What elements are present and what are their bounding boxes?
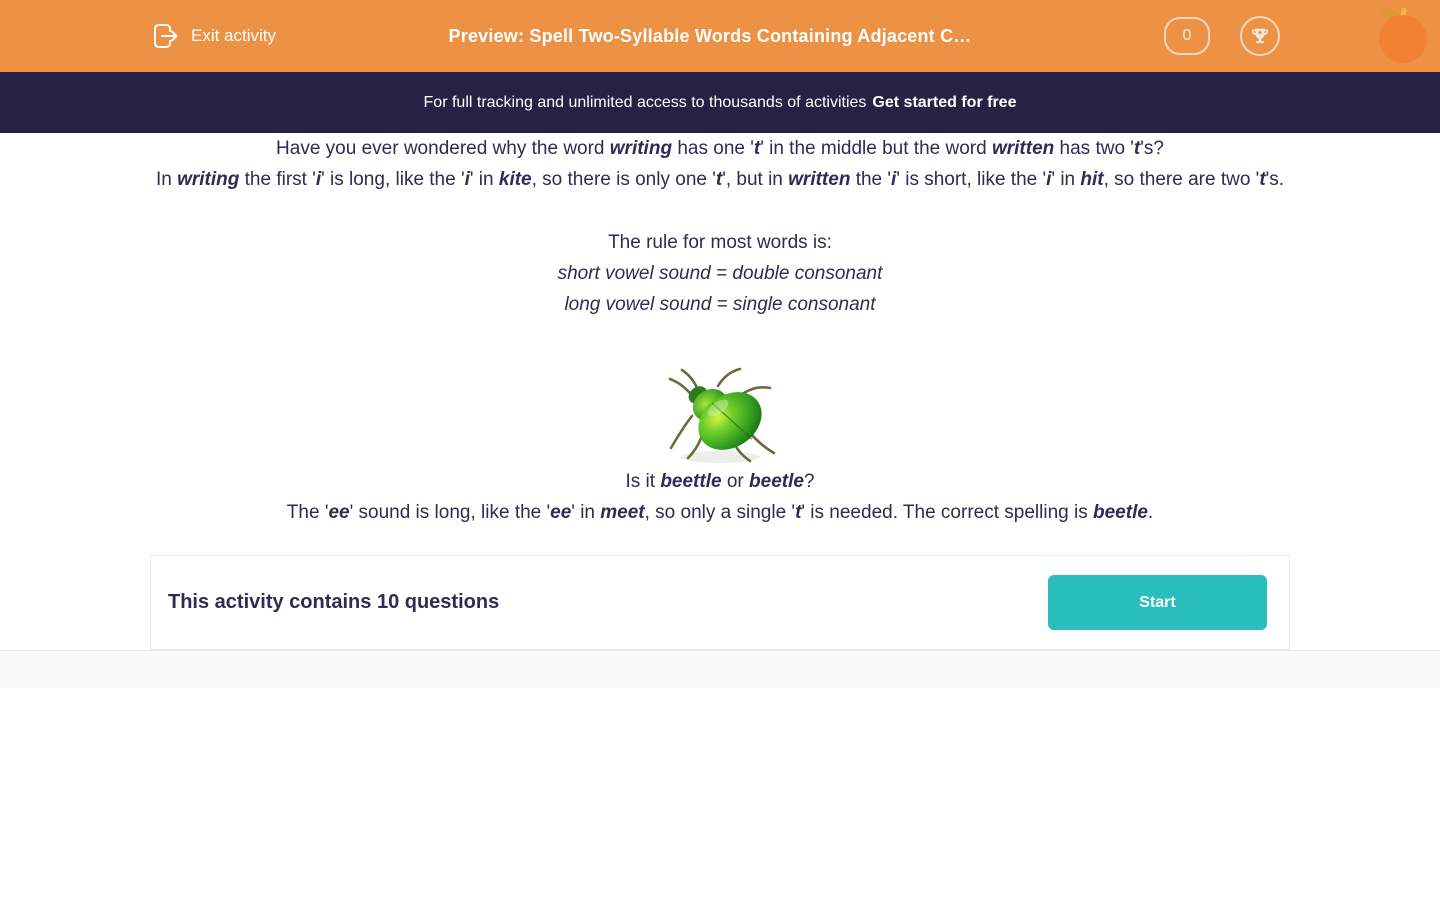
get-started-link[interactable]: Get started for free (872, 93, 1017, 111)
footer-strip (0, 650, 1440, 688)
score-counter-badge[interactable] (1164, 17, 1210, 55)
exit-icon (150, 21, 180, 51)
lesson-answer-paragraph: The 'ee' sound is long, like the 'ee' in meet, so only a single 't' is needed. The correct spelling is beetle. (286, 502, 1154, 523)
signup-banner (0, 72, 1440, 133)
trophy-button[interactable] (1240, 16, 1280, 56)
banner-text: For full tracking and unlimited access to thousands of activities (423, 93, 867, 111)
rule-intro: The rule for most words is: (608, 232, 832, 253)
question-count-label: This activity contains 10 questions (168, 591, 500, 613)
exit-activity-label: Exit activity (191, 26, 277, 45)
trophy-icon (1249, 25, 1271, 47)
start-button[interactable]: Start (1048, 575, 1267, 630)
page-title: Preview: Spell Two-Syllable Words Containing Adjacent C… (448, 25, 972, 46)
activity-summary-card (150, 555, 1290, 650)
lesson-content (150, 133, 1290, 528)
lesson-paragraph-2: In writing the first 'i' is long, like the 'i' in kite, so there is only one 't', but in written the 'i' is short, like the 'i' in hit, so there are two 't's. (155, 169, 1285, 190)
header-widgets (1164, 16, 1280, 56)
spelling-question-line: Is it beettle or beetle? (625, 471, 815, 492)
exit-activity-button[interactable] (150, 21, 276, 51)
score-count: 0 (1182, 27, 1192, 44)
lesson-paragraph-1: Have you ever wondered why the word writing has one 't' in the middle but the word written has two 't's? (276, 138, 1164, 159)
rule-short-vowel: short vowel sound = double consonant (557, 263, 883, 284)
rule-long-vowel: long vowel sound = single consonant (564, 294, 876, 315)
green-beetle-photo (150, 360, 1290, 466)
orange-fruit-logo[interactable] (1372, 5, 1432, 70)
spelling-rule-block (150, 227, 1290, 320)
top-header-bar (0, 0, 1440, 72)
